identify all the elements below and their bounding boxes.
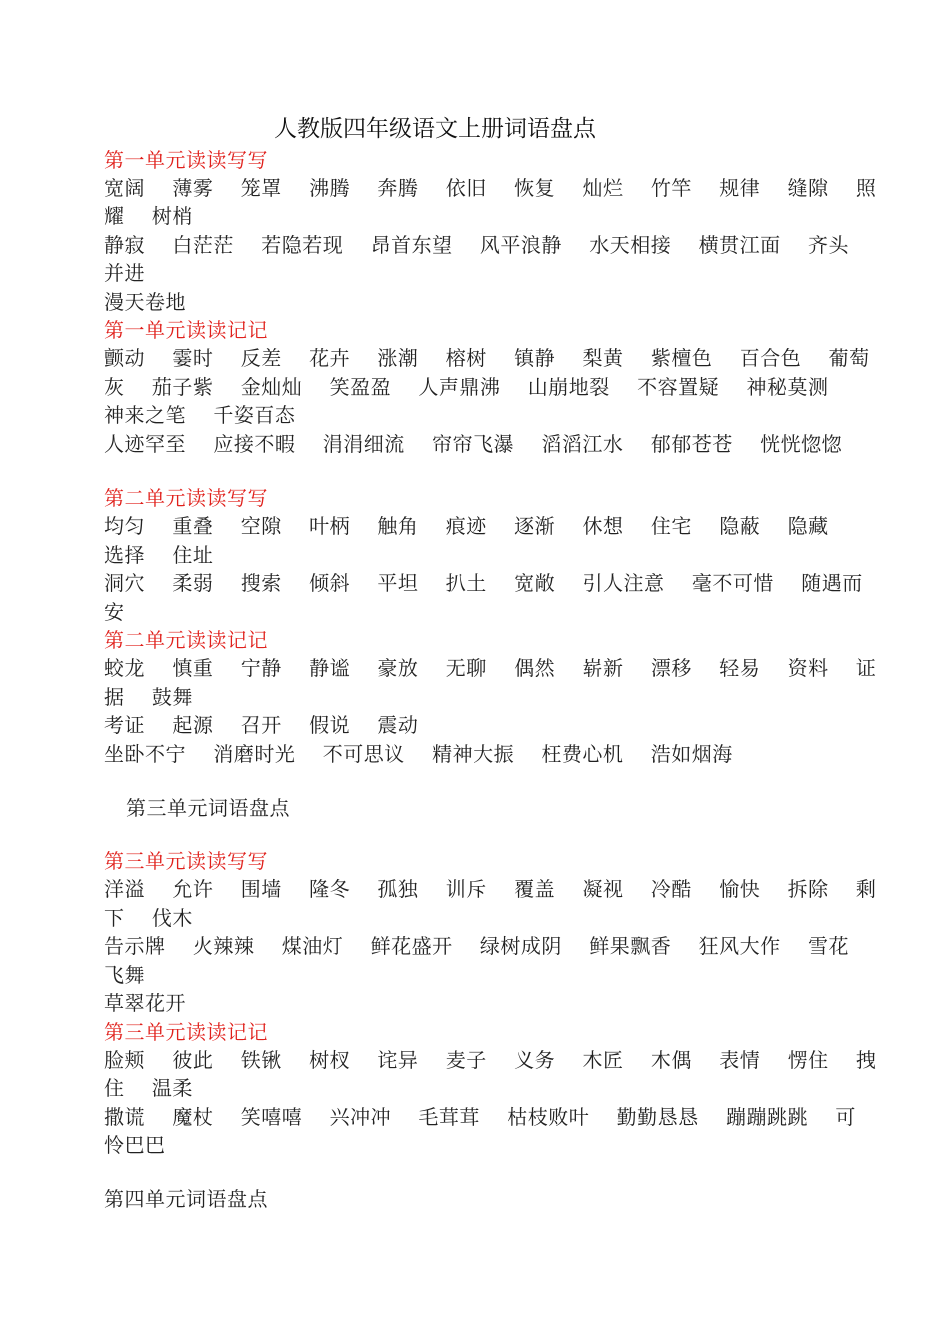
text-line: 并进: [104, 261, 145, 285]
text-line: 蛟龙 慎重 宁静 静谧 豪放 无聊 偶然 崭新 漂移 轻易 资料 证: [104, 656, 877, 680]
text-line: 草翠花开: [104, 991, 186, 1015]
text-line: 坐卧不宁 消磨时光 不可思议 精神大振 枉费心机 浩如烟海: [104, 742, 733, 766]
text-line: 选择 住址: [104, 543, 214, 567]
text-line: 安: [104, 600, 125, 624]
text-line: 撒谎 魔杖 笑嘻嘻 兴冲冲 毛茸茸 枯枝败叶 勤勤恳恳 蹦蹦跳跳 可: [104, 1105, 856, 1129]
text-line: 颤动 霎时 反差 花卉 涨潮 榕树 镇静 梨黄 紫檀色 百合色 葡萄: [104, 346, 870, 370]
text-line: 宽阔 薄雾 笼罩 沸腾 奔腾 依旧 恢复 灿烂 竹竿 规律 缝隙 照: [104, 176, 877, 200]
text-line: 第三单元词语盘点: [126, 796, 290, 820]
text-line: 漫天卷地: [104, 290, 186, 314]
text-line: 洞穴 柔弱 搜索 倾斜 平坦 扒土 宽敞 引人注意 毫不可惜 随遇而: [104, 571, 863, 595]
text-line: 灰 茄子紫 金灿灿 笑盈盈 人声鼎沸 山崩地裂 不容置疑 神秘莫测: [104, 375, 829, 399]
text-line: 下 伐木: [104, 906, 193, 930]
section-heading: 第一单元读读写写: [104, 148, 268, 172]
text-line: 飞舞: [104, 963, 145, 987]
section-heading: 第三单元读读记记: [104, 1020, 268, 1044]
text-line: 静寂 白茫茫 若隐若现 昂首东望 风平浪静 水天相接 横贯江面 齐头: [104, 233, 850, 257]
section-heading: 第二单元读读写写: [104, 486, 268, 510]
text-line: 耀 树梢: [104, 204, 193, 228]
text-line: 均匀 重叠 空隙 叶柄 触角 痕迹 逐渐 休想 住宅 隐蔽 隐藏: [104, 514, 829, 538]
text-line: 告示牌 火辣辣 煤油灯 鲜花盛开 绿树成阴 鲜果飘香 狂风大作 雪花: [104, 934, 850, 958]
text-line: 据 鼓舞: [104, 685, 193, 709]
section-heading: 第二单元读读记记: [104, 628, 268, 652]
text-line: 洋溢 允许 围墙 隆冬 孤独 训斥 覆盖 凝视 冷酷 愉快 拆除 剩: [104, 877, 877, 901]
section-heading: 第一单元读读记记: [104, 318, 268, 342]
text-line: 考证 起源 召开 假说 震动: [104, 713, 419, 737]
text-line: 人迹罕至 应接不暇 涓涓细流 帘帘飞瀑 滔滔江水 郁郁苍苍 恍恍惚惚: [104, 432, 843, 456]
text-line: 怜巴巴: [104, 1133, 166, 1157]
text-line: 脸颊 彼此 铁锹 树杈 诧异 麦子 义务 木匠 木偶 表情 愣住 拽: [104, 1048, 877, 1072]
text-line: 住 温柔: [104, 1076, 193, 1100]
document-title: 人教版四年级语文上册词语盘点: [274, 116, 596, 142]
text-line: 第四单元词语盘点: [104, 1187, 268, 1211]
text-line: 神来之笔 千姿百态: [104, 403, 296, 427]
section-heading: 第三单元读读写写: [104, 849, 268, 873]
